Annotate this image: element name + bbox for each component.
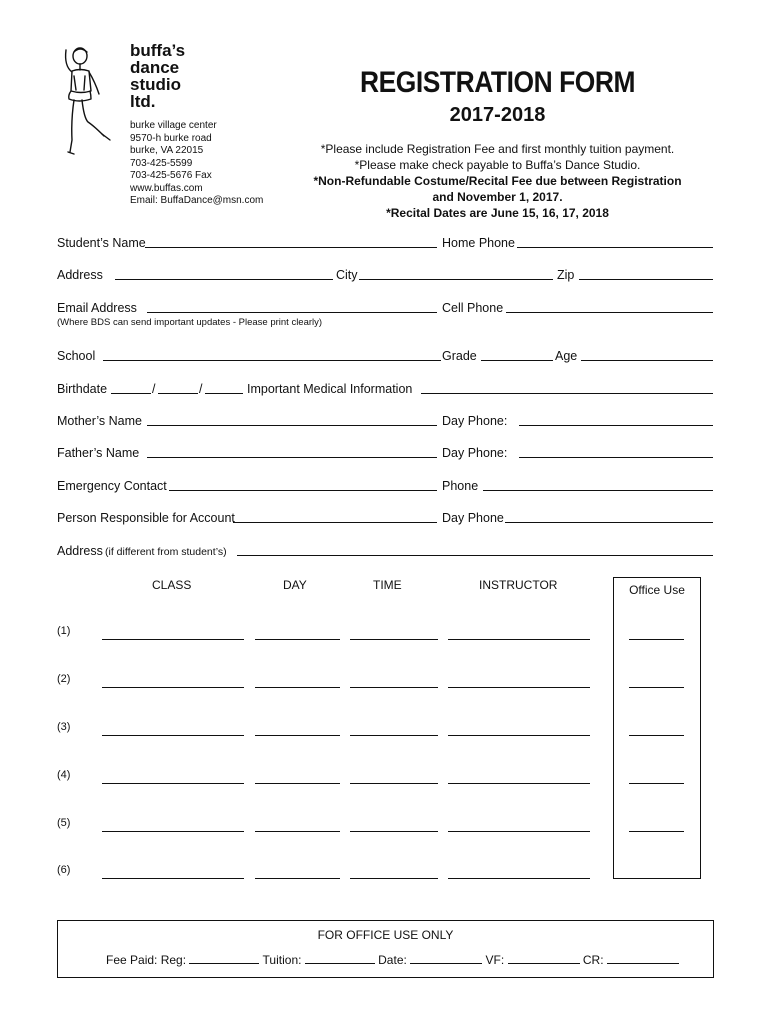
contact-line: 703-425-5676 Fax (130, 170, 212, 181)
home-phone-field[interactable] (517, 247, 713, 248)
age-field[interactable] (581, 360, 713, 361)
address-row (57, 264, 713, 282)
contact-line: burke, VA 22015 (130, 145, 204, 156)
birth-month-field[interactable] (111, 393, 151, 394)
emergency-phone-label: Phone (442, 479, 479, 493)
instructor-field[interactable] (448, 783, 590, 784)
class-field[interactable] (102, 831, 244, 832)
emergency-contact-field[interactable] (169, 490, 437, 491)
email-row (57, 297, 713, 315)
class-header: CLASS (152, 578, 192, 592)
fathers-name-label: Father’s Name (57, 446, 140, 460)
father-row (57, 442, 713, 460)
time-field[interactable] (350, 878, 438, 879)
instructor-field[interactable] (448, 735, 590, 736)
instructor-field[interactable] (448, 878, 590, 879)
email-label: Email Address (57, 301, 137, 315)
grade-label: Grade (442, 349, 477, 363)
office-use-field[interactable] (629, 687, 684, 688)
office-use-field[interactable] (629, 878, 684, 879)
student-name-field[interactable] (145, 247, 437, 248)
contact-line: Email: BuffaDance@msn.com (130, 195, 264, 206)
address-field[interactable] (115, 279, 333, 280)
day-field[interactable] (255, 831, 340, 832)
time-header: TIME (373, 578, 402, 592)
emergency-contact-label: Emergency Contact (57, 479, 167, 493)
time-field[interactable] (350, 639, 438, 640)
note-line: *Please make check payable to Buffa’s Dance Studio. (354, 158, 641, 172)
birthdate-slash: / (199, 382, 203, 396)
office-only-box (57, 920, 714, 978)
birth-year-field[interactable] (205, 393, 243, 394)
emergency-phone-field[interactable] (483, 490, 713, 491)
school-field[interactable] (103, 360, 441, 361)
office-use-box (613, 577, 701, 879)
zip-field[interactable] (579, 279, 713, 280)
person-responsible-field[interactable] (233, 522, 437, 523)
student-row (57, 232, 713, 250)
reg-field[interactable] (189, 951, 259, 964)
note-line: *Please include Registration Fee and first monthly tuition payment. (320, 142, 675, 156)
birthdate-row (57, 378, 713, 396)
class-row-number: (1) (57, 625, 71, 637)
responsible-day-phone-field[interactable] (505, 522, 713, 523)
class-row-number: (5) (57, 817, 71, 829)
medical-field[interactable] (421, 393, 713, 394)
note-line: and November 1, 2017. (432, 190, 563, 204)
form-notes (290, 141, 705, 221)
fathers-name-field[interactable] (147, 457, 437, 458)
class-row-number: (6) (57, 864, 71, 876)
day-field[interactable] (255, 639, 340, 640)
time-field[interactable] (350, 783, 438, 784)
day-field[interactable] (255, 735, 340, 736)
mothers-name-field[interactable] (147, 425, 437, 426)
contact-line: www.buffas.com (130, 182, 203, 194)
studio-name-line: studio (130, 75, 181, 94)
note-line: *Recital Dates are June 15, 16, 17, 2018 (386, 206, 609, 220)
email-field[interactable] (147, 312, 437, 313)
day-header: DAY (283, 578, 307, 592)
contact-line: burke village center (130, 120, 217, 131)
studio-name-line: dance (130, 58, 180, 77)
alt-address-row (57, 540, 713, 558)
vf-field[interactable] (508, 951, 580, 964)
day-field[interactable] (255, 783, 340, 784)
school-label: School (57, 349, 96, 363)
medical-label: Important Medical Information (247, 382, 413, 396)
mothers-name-label: Mother’s Name (57, 414, 142, 428)
birth-day-field[interactable] (158, 393, 198, 394)
class-field[interactable] (102, 687, 244, 688)
father-day-phone-field[interactable] (519, 457, 713, 458)
fee-paid-label: Fee Paid: (106, 953, 158, 967)
emergency-row (57, 475, 713, 493)
zip-label: Zip (557, 268, 575, 282)
person-responsible-label: Person Responsible for Account (57, 511, 235, 525)
instructor-field[interactable] (448, 831, 590, 832)
city-field[interactable] (359, 279, 553, 280)
instructor-field[interactable] (448, 687, 590, 688)
age-label: Age (555, 349, 578, 363)
contact-line: 9570-h burke road (130, 132, 212, 144)
class-row-number: (3) (57, 721, 71, 733)
responsible-row (57, 507, 713, 525)
alt-address-label: Address (57, 544, 103, 558)
time-field[interactable] (350, 687, 438, 688)
mother-day-phone-field[interactable] (519, 425, 713, 426)
alt-address-hint: (if different from student’s) (105, 546, 227, 558)
mother-day-phone-label: Day Phone: (442, 414, 508, 428)
class-row-number: (4) (57, 769, 71, 781)
form-year: 2017-2018 (449, 104, 546, 126)
date-label: Date: (378, 953, 407, 967)
day-field[interactable] (255, 878, 340, 879)
responsible-day-phone-label: Day Phone (442, 511, 504, 525)
class-field[interactable] (102, 639, 244, 640)
class-field[interactable] (102, 878, 244, 879)
class-row-number: (2) (57, 673, 71, 685)
address-label: Address (57, 268, 103, 282)
email-hint: (Where BDS can send important updates - Please print clearly) (57, 317, 323, 328)
form-title: REGISTRATION FORM (359, 66, 636, 99)
tuition-field[interactable] (305, 951, 375, 964)
time-field[interactable] (350, 735, 438, 736)
office-use-field[interactable] (629, 735, 684, 736)
office-only-title: FOR OFFICE USE ONLY (317, 928, 454, 942)
dancer-logo (52, 44, 122, 160)
office-use-field[interactable] (629, 639, 684, 640)
vf-label: VF: (485, 953, 505, 967)
instructor-field[interactable] (448, 639, 590, 640)
cell-phone-label: Cell Phone (442, 301, 504, 315)
date-field[interactable] (410, 951, 482, 964)
class-field[interactable] (102, 783, 244, 784)
day-field[interactable] (255, 687, 340, 688)
studio-contact (130, 120, 263, 208)
birthdate-slash: / (152, 382, 156, 396)
reg-label: Reg: (160, 953, 187, 967)
instructor-header: INSTRUCTOR (479, 578, 558, 592)
alt-address-field[interactable] (237, 555, 713, 556)
office-use-label: Office Use (629, 583, 685, 597)
class-field[interactable] (102, 735, 244, 736)
student-name-label: Student’s Name (57, 236, 146, 250)
office-use-field[interactable] (629, 783, 684, 784)
father-day-phone-label: Day Phone: (442, 446, 508, 460)
mother-row (57, 410, 713, 428)
time-field[interactable] (350, 831, 438, 832)
school-row (57, 345, 713, 363)
cell-phone-field[interactable] (506, 312, 713, 313)
cr-label: CR: (582, 953, 604, 967)
tuition-label: Tuition: (262, 953, 302, 967)
cr-field[interactable] (607, 951, 679, 964)
office-use-field[interactable] (629, 831, 684, 832)
studio-name-line: buffa’s (130, 41, 186, 60)
grade-field[interactable] (481, 360, 553, 361)
home-phone-label: Home Phone (442, 236, 515, 250)
note-line: *Non-Refundable Costume/Recital Fee due between Registration (313, 174, 682, 188)
city-label: City (336, 268, 358, 282)
studio-name (130, 42, 185, 110)
studio-name-line: ltd. (130, 92, 156, 111)
fee-line (106, 951, 679, 967)
contact-line: 703-425-5599 (130, 157, 193, 169)
birthdate-label: Birthdate (57, 382, 108, 396)
